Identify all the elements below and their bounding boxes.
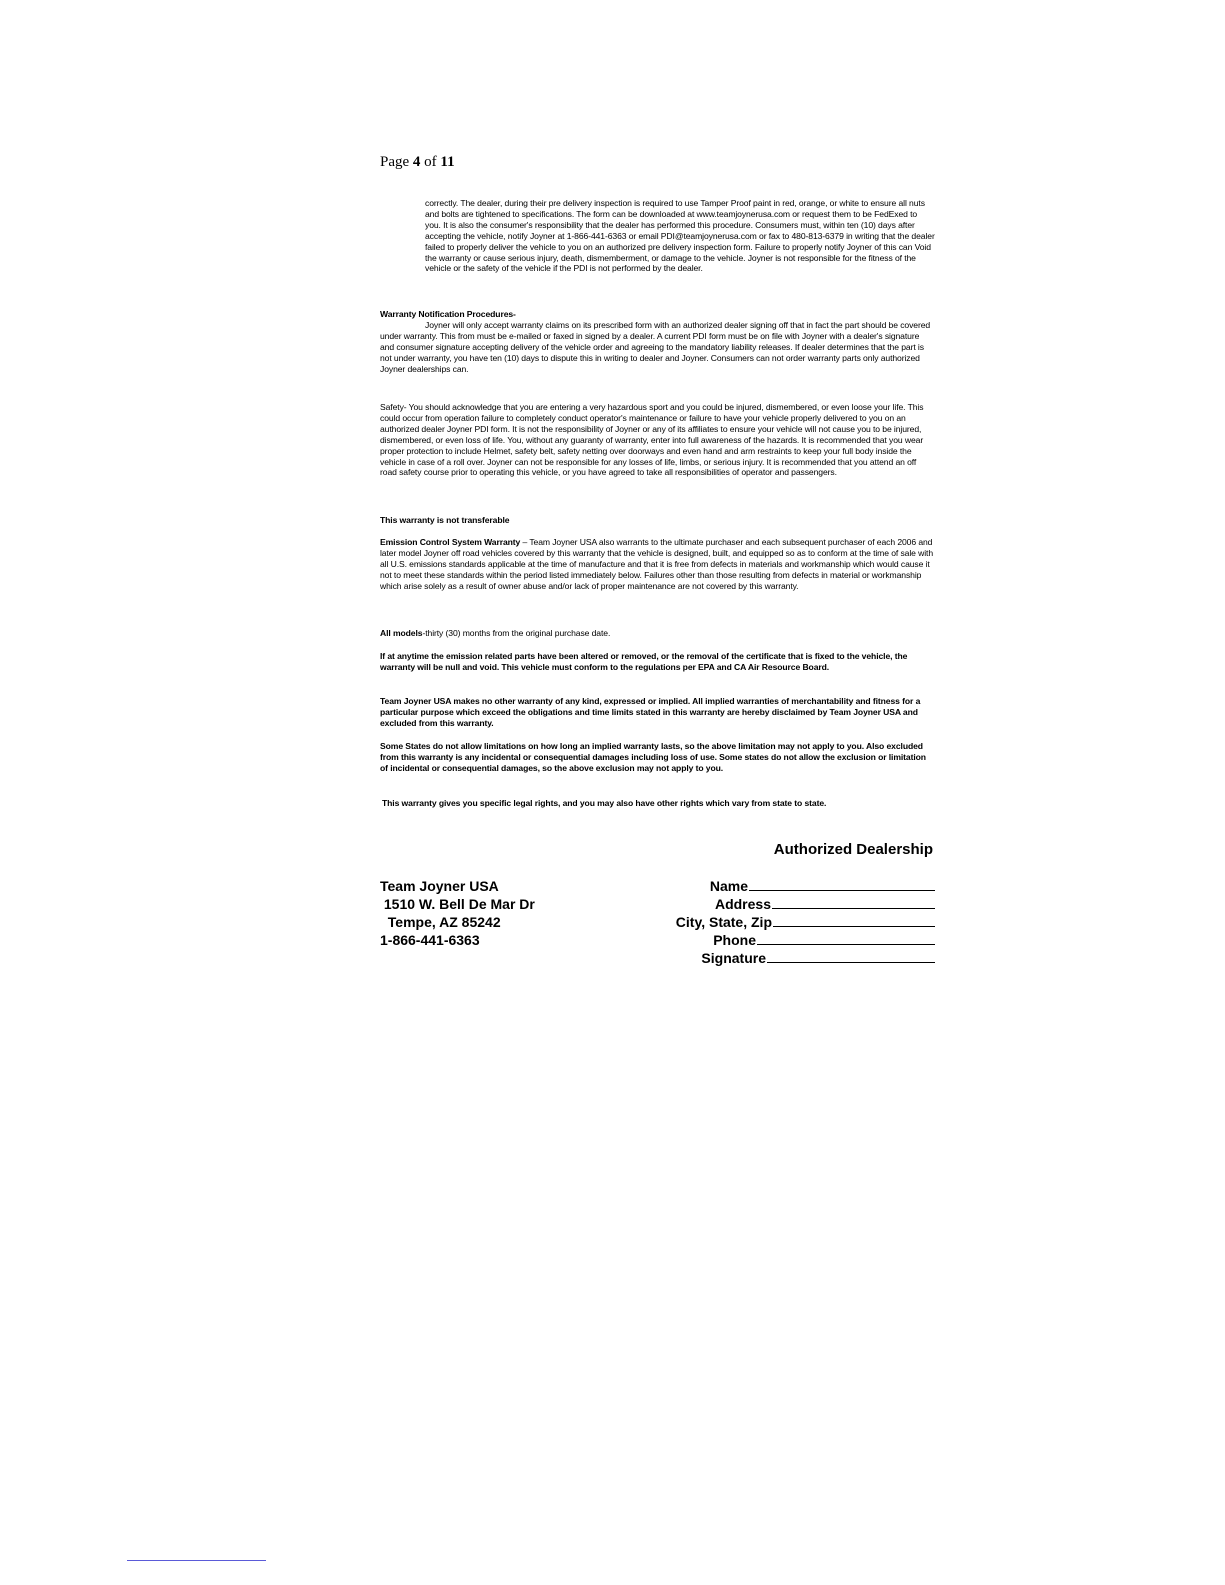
city-state-zip-field[interactable] xyxy=(773,913,935,927)
signature-label: Signature xyxy=(701,950,766,966)
company-phone: 1-866-441-6363 xyxy=(380,932,480,948)
form-row-name xyxy=(676,877,935,895)
page-number xyxy=(380,154,455,171)
name-label: Name xyxy=(709,878,748,894)
signature-field[interactable] xyxy=(767,949,935,963)
altered-parts-text: If at anytime the emission related parts have been altered or removed, or the removal of the certificate that is fixed to the vehicle, the warranty will be null and void. This vehicle must conform to the regulations per EPA and CA Air Resource Board. xyxy=(380,651,908,672)
notification-heading: Warranty Notification Procedures- xyxy=(380,309,516,319)
emission-paragraph xyxy=(380,537,935,592)
page-word: Page xyxy=(380,154,410,170)
emission-heading: Emission Control System Warranty xyxy=(380,537,521,547)
page-total: 11 xyxy=(440,154,455,170)
company-name: Team Joyner USA xyxy=(380,878,499,894)
notification-section xyxy=(380,309,935,374)
authorized-dealership-title: Authorized Dealership xyxy=(773,841,933,858)
all-models-paragraph xyxy=(380,628,935,639)
not-transferable-text: This warranty is not transferable xyxy=(380,515,510,525)
all-models-section xyxy=(380,628,935,639)
page-of: of xyxy=(424,154,437,170)
some-states-section xyxy=(380,741,935,774)
legal-rights-section xyxy=(382,798,937,809)
footnote-divider xyxy=(127,1560,266,1561)
phone-label: Phone xyxy=(713,932,756,948)
intro-text: correctly. The dealer, during their pre delivery inspection is required to use Tamper Proof paint in red, orange, or white to ensure all nuts and bolts are tightened to specifications. The form can be downloaded at www.teamjoynerusa.com or request them to be FedExed to you. It is also the consumer's responsibility that the dealer has performed this procedure. Consumers must, within ten (10) days after accepting the vehicle, notify Joyner at 1-866-441-6363 or email PDI@teamjoynerusa.com or fax to 480-813-6379 in writing that the dealer failed to properly deliver the vehicle to you on an authorized pre delivery inspection form. Failure to properly notify Joyner of this can Void the warranty or cause serious injury, death, dismemberment, or damage to the vehicle. Joyner is not responsible for the fitness of the vehicle or the safety of the vehicle if the PDI is not performed by the dealer. xyxy=(425,198,935,274)
emission-text: – Team Joyner USA also warrants to the ultimate purchaser and each subsequent purchaser of each 2006 and later model Joyner off road vehicles covered by this warranty that the vehicle is designed, built, and equipped so as to conform at the time of sale with all U.S. emissions standards applicable at the time of manufacture and that it is free from defects in materials and workmanship which would cause it not to meet these standards within the period listed immediately below. Failures other than those resulting from defects in material or workmanship which arise solely as a result of owner abuse and/or lack of proper maintenance are not covered by this warranty. xyxy=(380,537,933,591)
page-current: 4 xyxy=(412,154,421,170)
company-street: 1510 W. Bell De Mar Dr xyxy=(380,896,535,912)
name-field[interactable] xyxy=(749,877,935,891)
address-label: Address xyxy=(714,896,771,912)
company-city: Tempe, AZ 85242 xyxy=(380,914,501,930)
form-row-address xyxy=(676,895,935,913)
form-row-city-state-zip xyxy=(676,913,935,931)
form-row-phone xyxy=(676,931,935,949)
legal-rights-text: This warranty gives you specific legal rights, and you may also have other rights which vary from state to state. xyxy=(382,798,827,808)
no-other-warranty-section xyxy=(380,696,935,729)
form-row-signature xyxy=(676,949,935,967)
altered-parts-section xyxy=(380,651,935,673)
all-models-heading: All models xyxy=(380,628,423,638)
notification-text: Joyner will only accept warranty claims on its prescribed form with an authorized dealer signing off that in fact the part should be covered under warranty. This from must be e-mailed or faxed in signed by a dealer. A current PDI form must be on file with Joyner with a dealer's signature and consumer signature accepting delivery of the vehicle order and agreeing to the mandatory liability releases. If dealer determines that the part is not under warranty, you have ten (10) days to dispute this in writing to dealer and Joyner. Consumers can not order warranty parts only authorized Joyner dealerships can. xyxy=(380,319,931,374)
intro-paragraph xyxy=(425,198,935,274)
address-field[interactable] xyxy=(772,895,935,909)
phone-field[interactable] xyxy=(757,931,935,945)
not-transferable xyxy=(380,515,935,526)
emission-section xyxy=(380,537,935,592)
safety-section xyxy=(380,402,935,478)
city-state-zip-label: City, State, Zip xyxy=(675,914,772,930)
some-states-text: Some States do not allow limitations on how long an implied warranty lasts, so the above limitation may not apply to you. Also excluded from this warranty is any incidental or consequential damages including loss of use. Some states do not allow the exclusion or limitation of incidental or consequential damages, so the above exclusion may not apply to you. xyxy=(380,741,926,773)
no-other-warranty-text: Team Joyner USA makes no other warranty of any kind, expressed or implied. All implied warranties of merchantability and fitness for a particular purpose which exceed the obligations and time limits stated in this warranty are hereby disclaimed by Team Joyner USA and excluded from this warranty. xyxy=(380,696,921,728)
dealer-form xyxy=(676,877,935,967)
safety-text: Safety- You should acknowledge that you are entering a very hazardous sport and you could be injured, dismembered, or even loose your life. This could occur from operation failure to completely conduct operator's maintenance or failure to have your vehicle properly delivered to you on an authorized dealer Joyner PDI form. It is not the responsibility of Joyner or any of its affiliates to ensure your vehicle will not cause you to be injured, dismembered, or even loss of life. You, without any guaranty of warranty, enter into full awareness of the hazards. It is recommended that you wear proper protection to include Helmet, safety belt, safety netting over doorways and even hand and arm restraints to keep your full body inside the vehicle in case of a roll over. Joyner can not be responsible for any losses of life, limbs, or serious injury. It is recommended that you attend an off road safety course prior to operating this vehicle, or you have agreed to take all responsibilities of operator and passengers. xyxy=(380,402,924,478)
company-address xyxy=(380,877,535,949)
all-models-text: -thirty (30) months from the original purchase date. xyxy=(422,628,611,638)
